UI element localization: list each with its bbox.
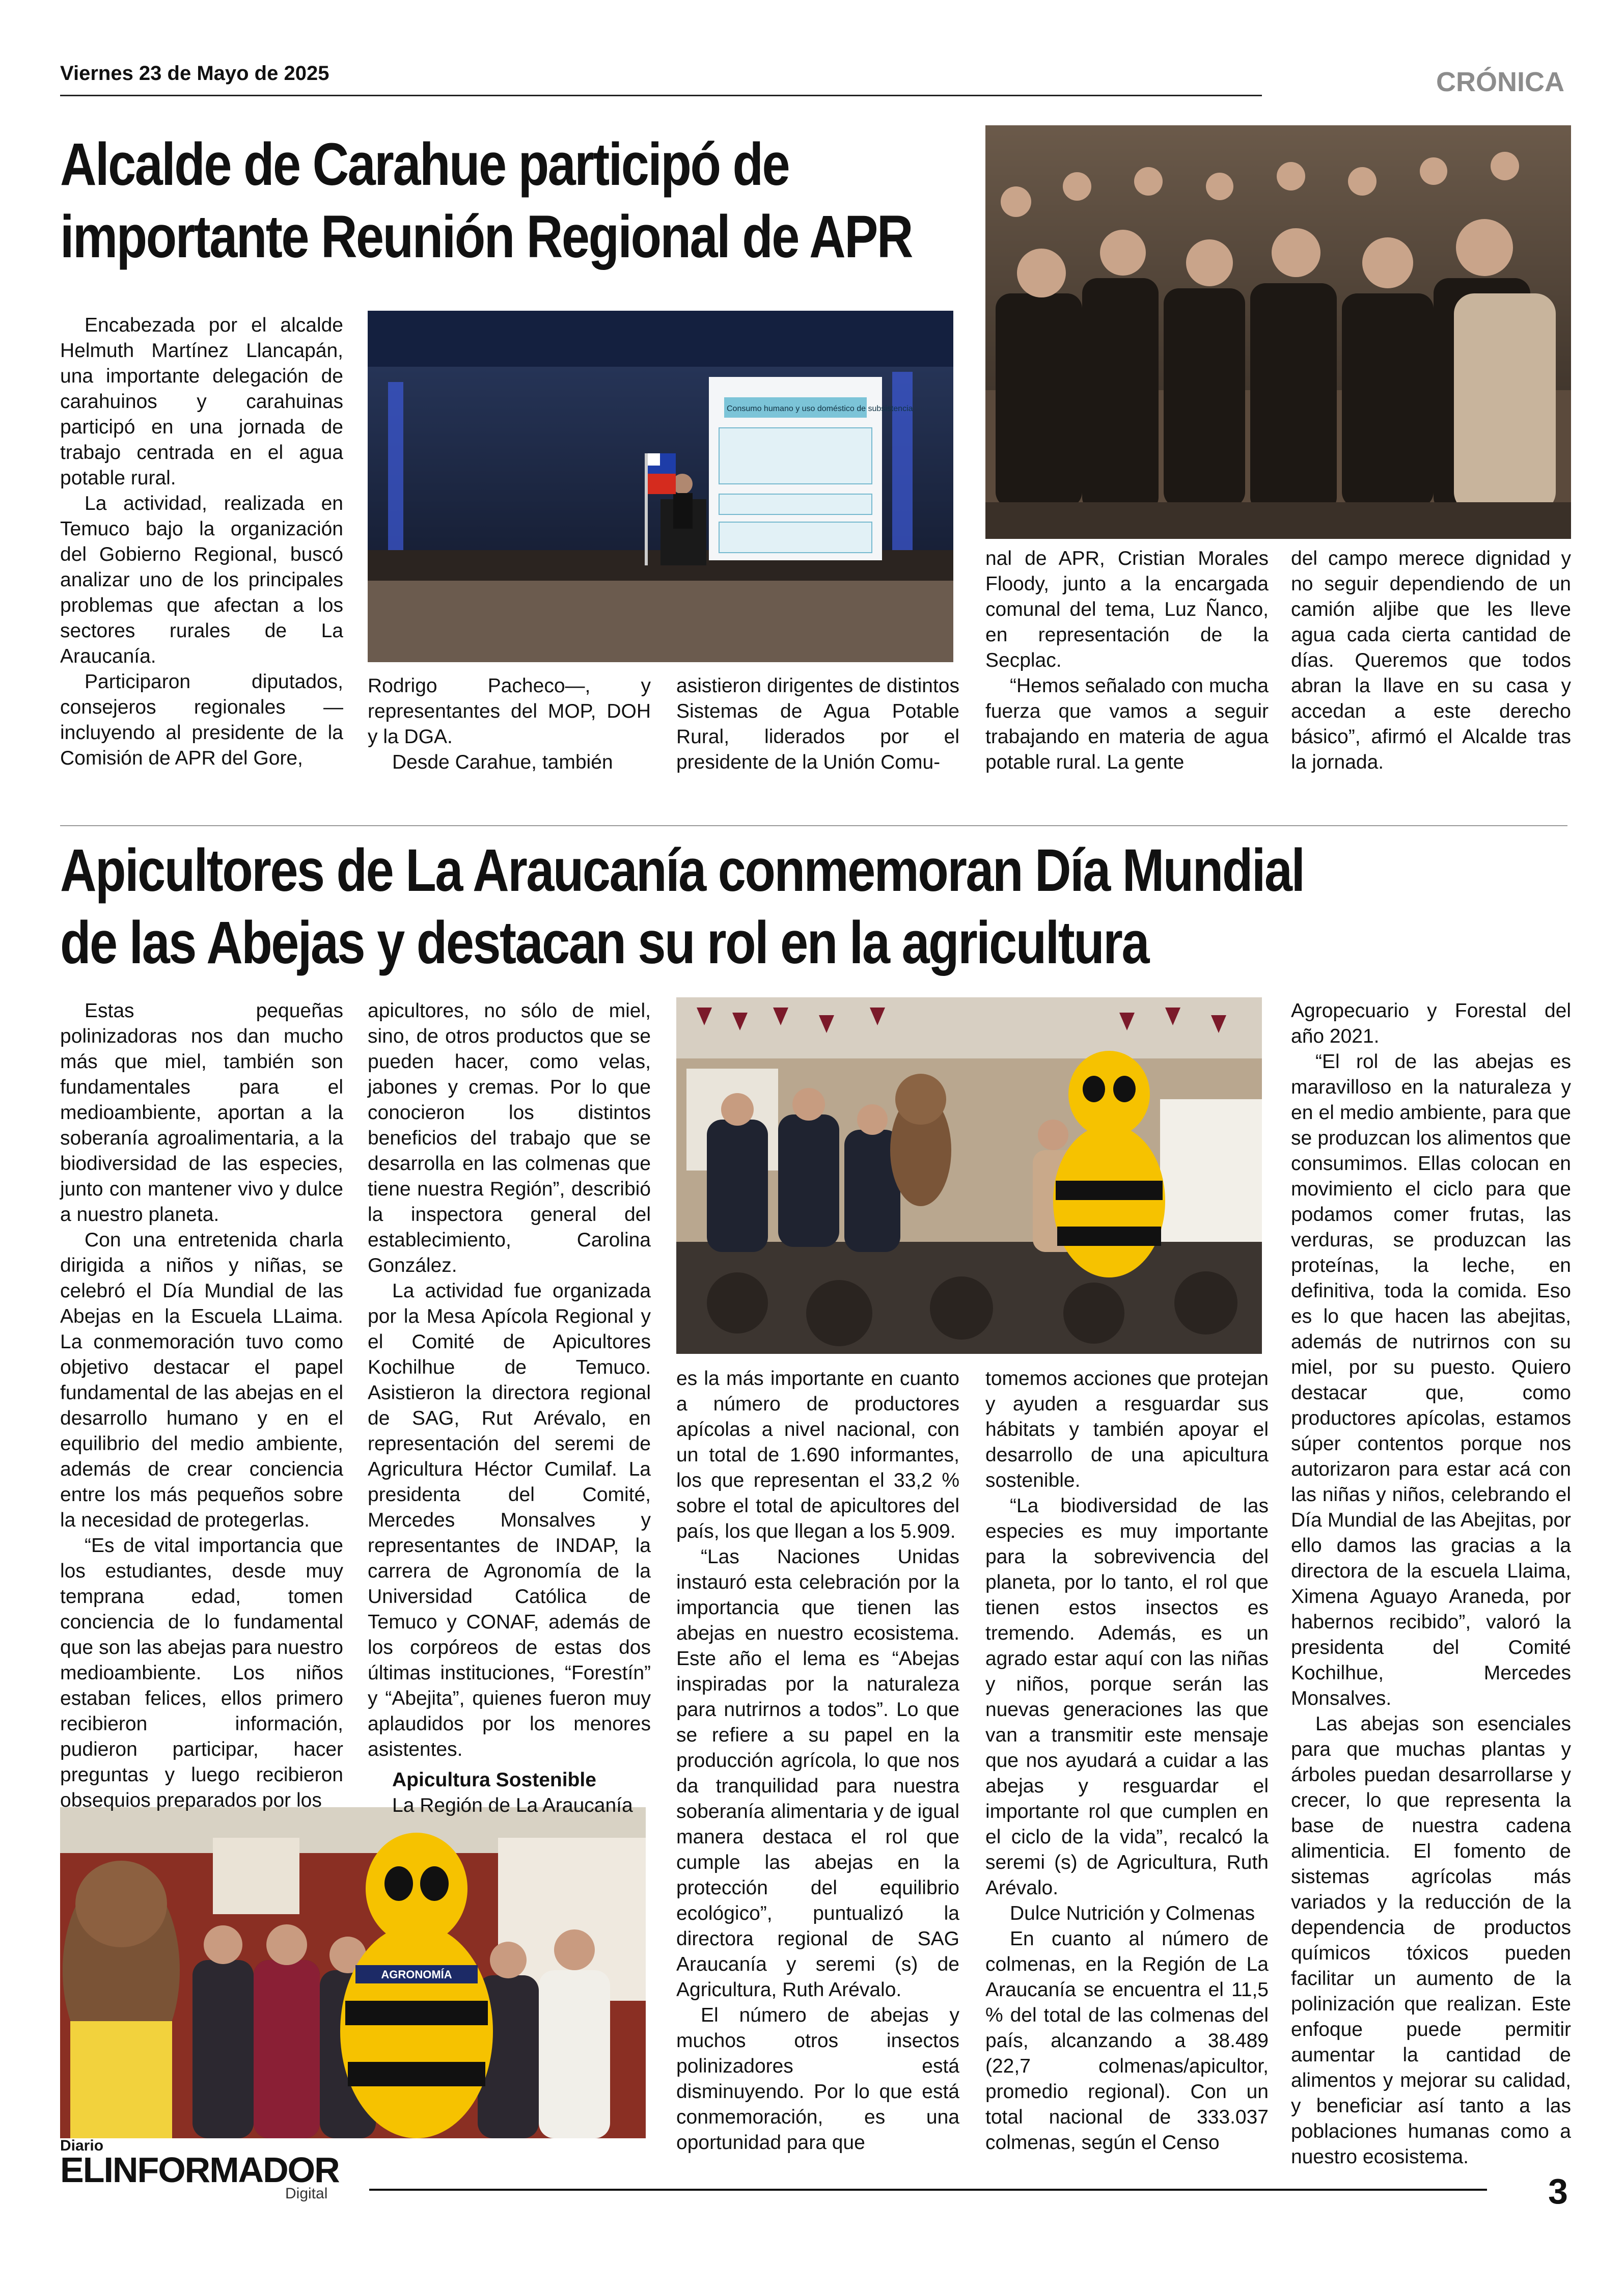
article2-col2-p1: apicultores, no sólo de miel, sino, de otros productos que se pueden hacer, como velas, jabones y cremas. Por lo que conocieron los distintos beneficios del trabajo que se desarrolla en las colmenas que tiene nuestra Región”, describió la inspectora general del establecimiento, Carolina González. xyxy=(368,1000,651,1276)
article1-col4 xyxy=(985,546,1269,775)
article2-col4-p1: tomemos acciones que protejan y ayuden a resguardar sus hábitats y también apoyar el desarrollo de una apicultura sostenible. xyxy=(985,1368,1269,1491)
footer-rule xyxy=(369,2189,1487,2191)
article2-col1-p3: “Es de vital importancia que los estudiantes, desde muy temprana edad, tomen conciencia de lo fundamental que son las abejas para nuestro medioambiente. Los niños estaban felices, ellos primero recibieron información, pudieron participar, hacer preguntas y luego recibieron obsequios preparados por los xyxy=(60,1535,343,1811)
article2-col3-p1: es la más importante en cuanto a número de productores apícolas a nivel nacional, con un total de 1.690 informantes, los que representan el 33,2 % sobre el total de apicultores del país, los que llegan a los 5.909. xyxy=(676,1368,959,1542)
logo-digital: Digital xyxy=(285,2185,328,2202)
group-costume-photo xyxy=(60,1807,646,2138)
stage-photo xyxy=(368,311,953,662)
article2-col5-p3: Las abejas son esenciales para que muchas plantas y árboles puedan desarrollarse y crecer, lo que representa la base de nuestra cadena alimenticia. El fomento de sistemas agrícolas más variados y la reducción de la dependencia de productos químicos tóxicos pueden facilitar un aumento de la polinización que realizan. Este enfoque puede permitir aumentar la cantidad de alimentos y mejorar su calidad, y beneficiar así tanto a las poblaciones humanas como a nuestro ecosistema. xyxy=(1291,1713,1571,2168)
article1-headline-line2: importante Reunión Regional de APR xyxy=(60,203,912,270)
classroom-photo xyxy=(676,997,1262,1354)
audience-photo xyxy=(985,125,1571,539)
article1-col2-p2: Desde Carahue, también xyxy=(392,751,613,773)
article2-col5-p1: Agropecuario y Forestal del año 2021. xyxy=(1291,1000,1571,1047)
article2-col3 xyxy=(676,1366,959,2156)
article1-col3-p1: asistieron dirigentes de distintos Sistemas de Agua Potable Rural, liderados por el presidente de la Unión Comu- xyxy=(676,675,959,773)
article2-col1-p2: Con una entretenida charla dirigida a niños y niñas, se celebró el Día Mundial de las Abejas en la Escuela LLaima. La conmemoración tuvo como objetivo destacar el papel fundamental de las abejas en el desarrollo humano y en el equilibrio del medio ambiente, además de crear conciencia entre los más pequeños sobre la necesidad de protegerlas. xyxy=(60,1229,343,1531)
article1-col4-p1: nal de APR, Cristian Morales Floody, junto a la encargada comunal del tema, Luz Ñanco, en representación de la Secplac. xyxy=(985,548,1269,671)
logo-el: EL xyxy=(60,2150,104,2190)
costume-label: AGRONOMÍA xyxy=(381,1968,452,1981)
article2-col4-p2: “La biodiversidad de las especies es muy importante para la sobrevivencia del planeta, por lo tanto, el rol que tienen estos insectos es tremendo. Además, es un agrado estar aquí con las niñas y niños, porque serán las nuevas generaciones las que van a transmitir este mensaje que nos ayudará a cuidar a las abejas y resguardar el importante rol que cumplen en el ciclo de la vida”, recalcó la seremi (s) de Agricultura, Ruth Arévalo. xyxy=(985,1495,1269,1899)
article2-col4 xyxy=(985,1366,1269,2156)
article2-col1 xyxy=(60,998,343,1813)
article1-col1-p1: Encabezada por el alcalde Helmuth Martínez Llancapán, una importante delegación de carahuinos y carahuinas participó en una jornada de trabajo centrada en el agua potable rural. xyxy=(60,314,343,489)
article2-headline-line2: de las Abejas y destacan su rol en la agricultura xyxy=(60,909,1148,976)
article2-col2-p2: La actividad fue organizada por la Mesa Apícola Regional y el Comité de Apicultores Kochilhue de Temuco. Asistieron la directora regional de SAG, Rut Arévalo, en representación del seremi de Agricultura Héctor Cumilaf. La presidenta del Comité, Mercedes Monsalves y representantes de INDAP, la carrera de Agronomía de la Universidad Católica de Temuco y CONAF, además de los corpóreos de estas dos últimas instituciones, “Forestín” y “Abejita”, quienes fueron muy aplaudidos por los menores asistentes. xyxy=(368,1280,651,1760)
article1-col5 xyxy=(1291,546,1571,775)
article2-col4-subhead: Dulce Nutrición y Colmenas xyxy=(1010,1902,1255,1924)
article2-col5-p2: “El rol de las abejas es maravilloso en la naturaleza y en el medio ambiente, para que se produzcan los alimentos que consumimos. Ellas colocan en movimiento el ciclo para que podamos comer frutas, las verduras, se produzcan las proteínas, la leche, en definitiva, toda la comida. Eso es lo que hacen las abejitas, además de nutrirnos con su miel, por su puesto. Quiero destacar que, como productores apícolas, estamos súper contentos porque nos autorizaron para estar acá con las niñas y niños, celebrando el Día Mundial de las Abejitas, por ello damos las gracias a la directora de la escuela Llaima, Ximena Aguayo Araneda, por habernos recibido”, valoró la presidenta del Comité Kochilhue, Mercedes Monsalves. xyxy=(1291,1051,1571,1709)
issue-date: Viernes 23 de Mayo de 2025 xyxy=(60,62,329,85)
article2-col2-p3: La Región de La Araucanía xyxy=(392,1794,633,1816)
section-label: CRÓNICA xyxy=(1436,67,1564,97)
article2-col4-p3: En cuanto al número de colmenas, en la Región de La Araucanía se encuentra el 11,5 % del total de las colmenas del país, alcanzando a 38.489 (22,7 colmenas/apicultor, promedio regional). Con un total nacional de 333.037 colmenas, según el Censo xyxy=(985,1928,1269,2154)
slide-title: Consumo humano y uso doméstico de subsistencia xyxy=(727,404,913,413)
article-separator xyxy=(60,825,1567,826)
article1-col2 xyxy=(368,673,651,775)
header-rule xyxy=(60,95,1262,96)
article2-col1-p1: Estas pequeñas polinizadoras nos dan mucho más que miel, también son fundamentales para el medioambiente, aportan a la soberanía agroalimentaria, a la biodiversidad de las especies, junto con mantener vivo y dulce a nuestro planeta. xyxy=(60,1000,343,1226)
page-number: 3 xyxy=(1548,2171,1568,2211)
article1-col5-p1: del campo merece dignidad y no seguir dependiendo de un camión aljibe que les lleve agua cada cierta cantidad de días. Queremos que todos abran la llave en su casa y accedan a este derecho básico”, afirmó el Alcalde tras la jornada. xyxy=(1291,548,1571,773)
article2-col3-p2: “Las Naciones Unidas instauró esta celebración por la importancia que tienen las abejas en nuestro ecosistema. Este año el lema es “Abejas inspiradas por la naturaleza para nutrirnos a todos”. Lo que se refiere a su papel en la producción agrícola, lo que nos da tranquilidad para nuestra soberanía alimentaria y de igual manera destaca el rol que cumple las abejas en la protección del equilibrio ecológico”, puntualizó la directora regional de SAG Araucanía y seremi (s) de Agricultura, Ruth Arévalo. xyxy=(676,1546,959,2001)
article1-headline-line1: Alcalde de Carahue participó de xyxy=(60,131,789,198)
article1-col4-p2: “Hemos señalado con mucha fuerza que vamos a seguir trabajando en materia de agua potable rural. La gente xyxy=(985,675,1269,773)
logo-informador: INFORMADOR xyxy=(103,2150,339,2190)
article1-col1-p3: Participaron diputados, consejeros regionales —incluyendo al presidente de la Comisión de APR del Gore, xyxy=(60,671,343,769)
article2-headline-line1: Apicultores de La Araucanía conmemoran Día Mundial xyxy=(60,837,1304,904)
article2-col2 xyxy=(368,998,651,1818)
article2-col3-p3: El número de abejas y muchos otros insectos polinizadores está disminuyendo. Por lo que está conmemoración, es una oportunidad para que xyxy=(676,2004,959,2154)
article2-headline xyxy=(60,834,1304,979)
article2-col5 xyxy=(1291,998,1571,2170)
logo-diario: Diario xyxy=(60,2137,104,2154)
article1-col3 xyxy=(676,673,959,775)
article1-col2-p1: Rodrigo Pacheco—, y representantes del MOP, DOH y la DGA. xyxy=(368,675,651,748)
logo-el-informador xyxy=(60,2149,339,2190)
article1-col1 xyxy=(60,313,343,771)
article1-headline xyxy=(60,128,912,273)
article1-col1-p2: La actividad, realizada en Temuco bajo la organización del Gobierno Regional, buscó analizar uno de los principales problemas que afectan a los sectores rurales de La Araucanía. xyxy=(60,493,343,667)
article2-col2-subhead: Apicultura Sostenible xyxy=(392,1769,596,1791)
